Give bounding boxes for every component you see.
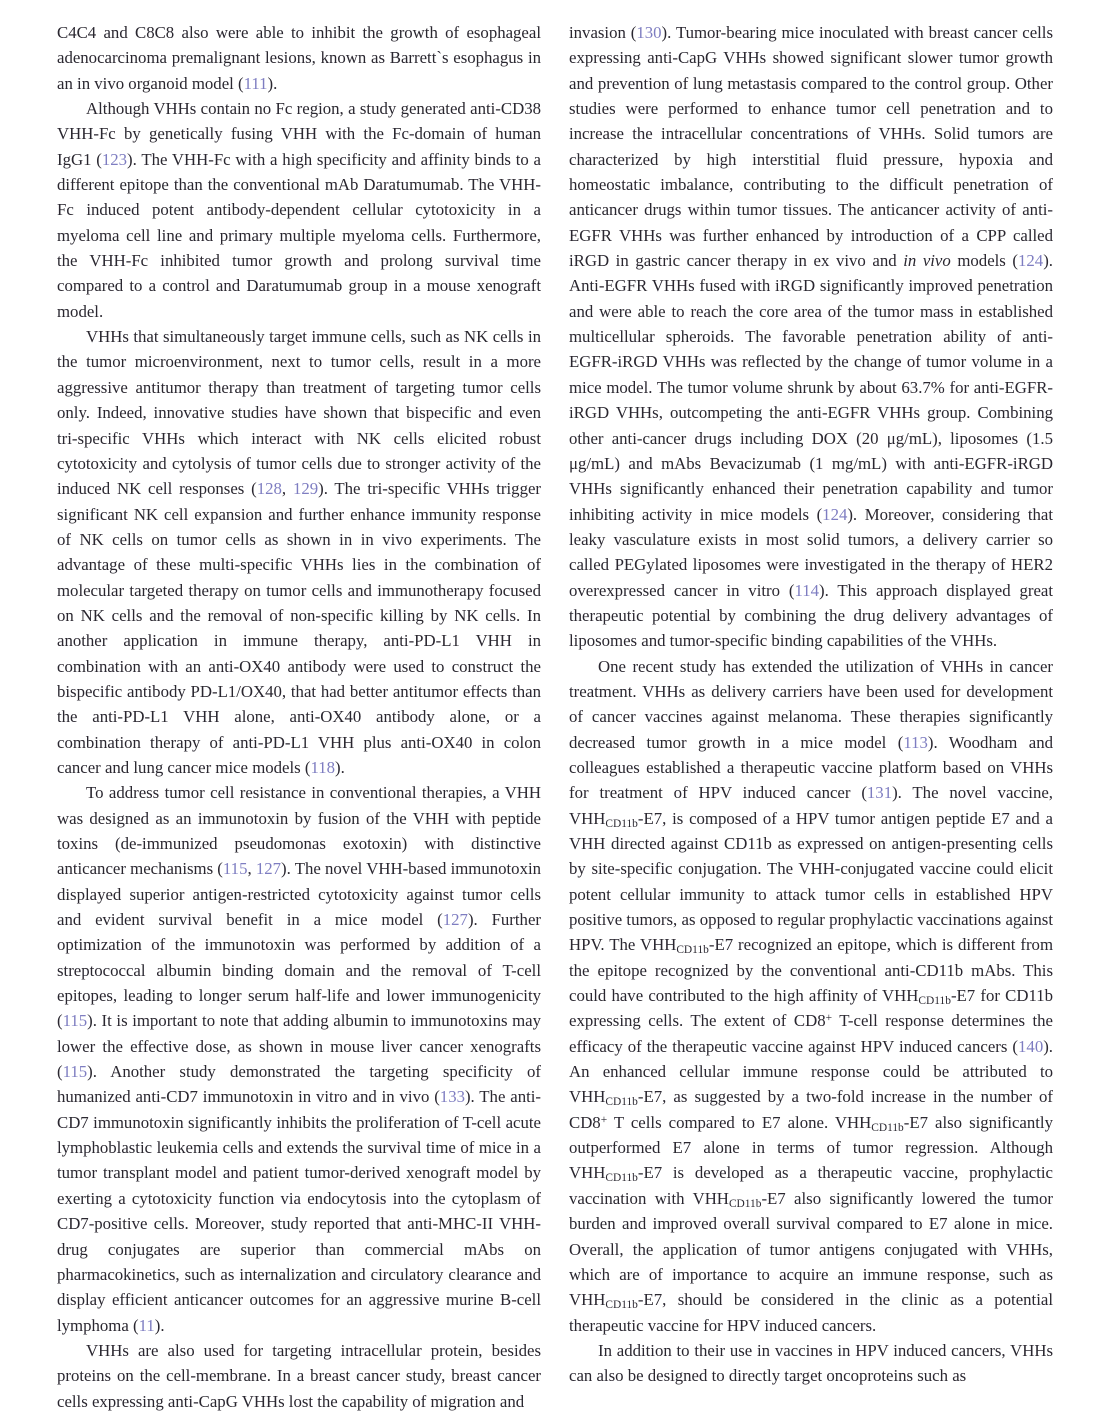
text-run: C4C4 and C8C8 also were able to inhibit the growth of esophageal adenocarcinoma premalignant lesions, known as Barrett`s esophagus in an in vivo organoid model ( — [57, 23, 541, 93]
text-run: ). Woodham and colleagues established a therapeutic vaccine platform based on VHHs for treatment of HPV induced cancer ( — [569, 732, 1053, 803]
text-run: ). An enhanced cellular immune response could be attributed to VHH — [569, 1036, 1053, 1107]
text-run: One recent study has extended the utilization of VHHs in cancer treatment. VHHs as delivery carriers have been used for development of cancer vaccines against melanoma. These therapies significantly decreased tumor growth in a mice model ( — [569, 656, 1053, 752]
paragraph — [57, 780, 541, 1338]
text-run: -E7, is composed of a HPV tumor antigen peptide E7 and a VHH directed against CD11b as expressed on antigen-presenting cells by site-specific conjugation. The VHH-conjugated vaccine could elicit potent cellular immunity to attack tumor cells in established HPV positive tumors, as opposed to regular prophylactic vaccinations against HPV. The VHH — [569, 808, 1053, 955]
text-run: -E7, should be considered in the clinic as a potential therapeutic vaccine for HPV induced cancers. — [569, 1290, 1053, 1335]
italic-text: in vivo — [903, 251, 951, 271]
citation-link[interactable]: 113 — [903, 732, 928, 752]
text-run: ). The novel vaccine, VHH — [569, 783, 1053, 828]
subscript-text: CD11b — [871, 1121, 904, 1134]
citation-link[interactable]: 127 — [442, 910, 468, 930]
text-run: -E7, as suggested by a two-fold increase in the number of CD8 — [569, 1087, 1053, 1132]
citation-link[interactable]: 128 — [256, 479, 282, 499]
text-run: ). The novel VHH-based immunotoxin displayed superior antigen-restricted cytotoxicity against tumor cells and evident survival benefit in a mice model ( — [57, 859, 542, 930]
text-run: ). Further optimization of the immunotoxin was performed by addition of a streptococcal albumin binding domain and the removal of T-cell epitopes, leading to longer serum half-life and lower immunogenicity ( — [57, 910, 541, 1031]
paragraph — [569, 1338, 1053, 1389]
text-run: invasion ( — [569, 23, 637, 42]
citation-link[interactable]: 131 — [866, 783, 893, 803]
text-run: ). Anti-EGFR VHHs fused with iRGD significantly improved penetration and were able to reach the core area of the tumor mass in established multicellular spheroids. The favorable penetration ability of anti-EGFR-iRGD VHHs was reflected by the change of tumor volume in a mice model. The tumor volume shrunk by about 63.7% for anti-EGFR-iRGD VHHs, outcompeting the anti-EGFR VHHs group. Combining other anti-cancer drugs including DOX (20 μg/mL), liposomes (1.5 μg/mL) and mAbs Bevacizumab (1 mg/mL) with anti-EGFR-iRGD VHHs significantly enhanced their penetration capability and tumor inhibiting activity in mice models ( — [569, 251, 1053, 524]
right-column — [569, 20, 1053, 1403]
text-run: -E7 for CD11b expressing cells. The extent of CD8 — [569, 986, 1053, 1031]
text-run: -E7 recognized an epitope, which is different from the epitope recognized by the conventional anti-CD11b mAbs. This could have contributed to the high affinity of VHH — [569, 935, 1053, 1006]
paragraph — [57, 96, 541, 324]
citation-link[interactable]: 118 — [310, 757, 336, 777]
paragraph — [569, 654, 1053, 1338]
citation-link[interactable]: 133 — [439, 1087, 465, 1107]
citation-link[interactable]: 127 — [255, 859, 282, 879]
text-run: -E7 also significantly outperformed E7 alone in terms of tumor regression. Although VHH — [569, 1112, 1053, 1183]
text-run: ). The VHH-Fc with a high specificity and affinity binds to a different epitope than the conventional mAb Daratumumab. The VHH-Fc induced potent antibody-dependent cellular cytotoxicity in a myeloma cell line and primary multiple myeloma cells. Furthermore, the VHH-Fc inhibited tumor growth and prolong survival time compared to a control and Daratumumab group in a mouse xenograft model. — [57, 149, 541, 321]
citation-link[interactable]: 130 — [636, 23, 662, 42]
citation-link[interactable]: 115 — [62, 1062, 88, 1082]
text-run: T cells compared to E7 alone. VHH — [607, 1112, 872, 1132]
citation-link[interactable]: 115 — [222, 859, 248, 879]
text-run: models ( — [950, 251, 1019, 271]
superscript-text: + — [600, 1113, 608, 1126]
superscript-text: + — [825, 1012, 833, 1025]
text-run: -E7 also significantly lowered the tumor burden and improved overall survival compared to E7 alone in mice. Overall, the application of tumor antigens conjugated with VHHs, which are of importance to acquire an immune response, such as VHH — [569, 1188, 1054, 1310]
text-run: , — [281, 479, 293, 499]
text-run: To address tumor cell resistance in conventional therapies, a VHH was designed as an immunotoxin by fusion of the VHH with peptide toxins (de-immunized pseudomonas exotoxin) with distinctive anticancer mechanisms ( — [57, 783, 541, 879]
text-run: ). — [154, 1315, 165, 1335]
text-run: -E7 is developed as a therapeutic vaccine, prophylactic vaccination with VHH — [569, 1163, 1053, 1208]
subscript-text: CD11b — [605, 1096, 638, 1109]
citation-link[interactable]: 114 — [794, 580, 819, 600]
text-run: VHHs that simultaneously target immune cells, such as NK cells in the tumor microenvironment, next to tumor cells, result in a more aggressive antitumor therapy than treatment of targeting tumor cells only. Indeed, innovative studies have shown that bispecific and even tri-specific VHHs which interact with NK cells elicited robust cytotoxicity and cytolysis of tumor cells due to stronger activity of the induced NK cell responses ( — [57, 327, 541, 499]
text-run: ). — [267, 73, 278, 93]
subscript-text: CD11b — [676, 944, 709, 957]
citation-link[interactable]: 111 — [243, 73, 268, 93]
citation-link[interactable]: 123 — [101, 149, 128, 169]
text-run: ). It is important to note that adding albumin to immunotoxins may lower the effective dose, as shown in mouse liver cancer xenografts ( — [57, 1011, 541, 1082]
citation-link[interactable]: 124 — [822, 504, 848, 524]
text-run: ). This approach displayed great therapeutic potential by combining the drug delivery advantages of liposomes and tumor-specific binding capabilities of the VHHs. — [569, 580, 1053, 651]
text-run: ). The tri-specific VHHs trigger significant NK cell expansion and further enhance immunity response of NK cells on tumor cells as shown in in vivo experiments. The advantage of these multi-specific VHHs lies in the combination of molecular targeted therapy on tumor cells and immunotherapy focused on NK cells and the removal of non-specific killing by NK cells. In another application in immune therapy, anti-PD-L1 VHH in combination with an anti-OX40 antibody were used to construct the bispecific antibody PD-L1/OX40, that had better antitumor effects than the anti-PD-L1 VHH alone, anti-OX40 antibody alone, or a combination therapy of anti-PD-L1 VHH plus anti-OX40 in colon cancer and lung cancer mice models ( — [57, 479, 541, 777]
citation-link[interactable]: 11 — [138, 1315, 155, 1335]
text-run: Although VHHs contain no Fc region, a study generated anti-CD38 VHH-Fc by genetically fusing VHH with the Fc-domain of human IgG1 ( — [57, 99, 541, 169]
paragraph — [57, 324, 541, 780]
text-run: ). Another study demonstrated the targeting specificity of humanized anti-CD7 immunotoxin in vitro and in vivo ( — [57, 1062, 541, 1107]
citation-link[interactable]: 124 — [1018, 251, 1044, 271]
text-run: ). — [335, 757, 345, 777]
subscript-text: CD11b — [728, 1197, 762, 1210]
paragraph — [569, 20, 1053, 654]
paragraph — [57, 1338, 541, 1414]
paragraph — [57, 20, 541, 96]
text-run: , — [247, 859, 256, 879]
citation-link[interactable]: 140 — [1018, 1036, 1044, 1056]
left-column — [57, 20, 542, 1411]
citation-link[interactable]: 115 — [62, 1011, 88, 1031]
text-run: ). The anti-CD7 immunotoxin significantly inhibits the proliferation of T-cell acute lymphoblastic leukemia cells and extends the survival time of mice in a tumor transplant model and patient tumor-derived xenograft model by exerting a cytotoxicity function via endocytosis into the cytoplasm of CD7-positive cells. Moreover, study reported that anti-MHC-II VHH-drug conjugates are superior than commercial mAbs on pharmacokinetics, such as internalization and circulatory clearance and display efficient anticancer outcomes for an aggressive murine B-cell lymphoma ( — [57, 1087, 541, 1335]
subscript-text: CD11b — [605, 1172, 638, 1185]
text-run: ). Tumor-bearing mice inoculated with breast cancer cells expressing anti-CapG VHHs showed significant slower tumor growth and prevention of lung metastasis compared to the control group. Other studies were performed to enhance tumor cell penetration and to increase the intracellular concentrations of VHHs. Solid tumors are characterized by high interstitial fluid pressure, hypoxia and homeostatic imbalance, contributing to the difficult penetration of anticancer drugs within tumor tissues. The anticancer activity of anti-EGFR VHHs was further enhanced by introduction of a CPP called iRGD in gastric cancer therapy in ex vivo and — [569, 23, 1053, 271]
citation-link[interactable]: 129 — [292, 479, 319, 499]
text-run: In addition to their use in vaccines in HPV induced cancers, VHHs can also be designed to directly target oncoproteins such as — [569, 1340, 1053, 1386]
text-run: T-cell response determines the efficacy of the therapeutic vaccine against HPV induced cancers ( — [569, 1011, 1054, 1056]
text-run: ). Moreover, considering that leaky vasculature exists in most solid tumors, a delivery carrier so called PEGylated liposomes were investigated in the therapy of HER2 overexpressed cancer in vitro ( — [569, 504, 1053, 600]
subscript-text: CD11b — [605, 1299, 638, 1312]
subscript-text: CD11b — [605, 817, 638, 830]
text-run: VHHs are also used for targeting intracellular protein, besides proteins on the cell-membrane. In a breast cancer study, breast cancer cells expressing anti-CapG VHHs lost the capability of migration and — [57, 1340, 541, 1411]
subscript-text: CD11b — [918, 994, 951, 1007]
